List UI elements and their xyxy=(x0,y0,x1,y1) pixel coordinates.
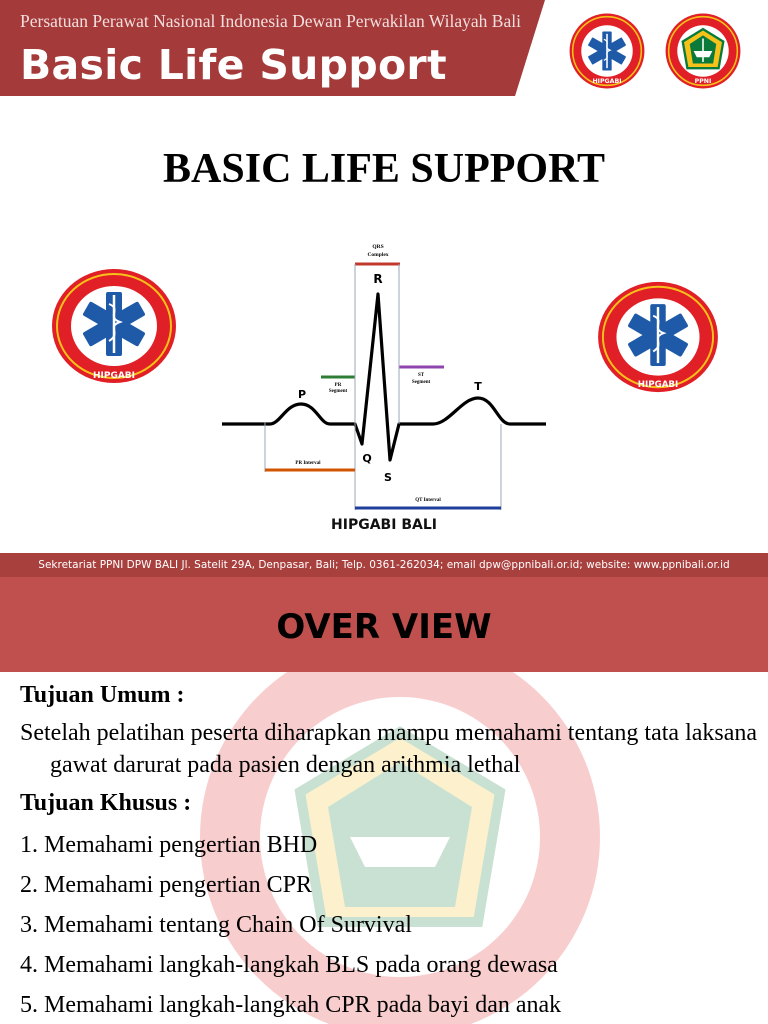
list-item: 2. Memahami pengertian CPR xyxy=(20,872,312,898)
list-item: 3. Memahami tentang Chain Of Survival xyxy=(20,912,412,938)
hipgabi-logo-right-text: HIPGABI xyxy=(637,380,679,391)
tujuan-umum-text: Setelah pelatihan peserta diharapkan mampu memahami tentang tata laksana gawat darurat pada pasien dengan arithmia lethal xyxy=(20,720,758,778)
list-item: 5. Memahami langkah-langkah CPR pada bayi dan anak xyxy=(20,992,562,1018)
ecg-waveform xyxy=(222,294,546,460)
ecg-label-st-segment: Segment xyxy=(411,380,431,385)
ecg-label-q: Q xyxy=(362,452,372,465)
slide-2 xyxy=(0,577,768,1024)
ecg-label-pr: PR xyxy=(334,383,342,388)
hipgabi-logo-small-text: HIPGABI xyxy=(592,77,622,85)
ecg-label-pr-interval: PR Interval xyxy=(295,461,321,466)
hipgabi-logo-right xyxy=(594,280,722,394)
hipgabi-logo-left xyxy=(50,267,178,385)
tujuan-khusus-heading: Tujuan Khusus : xyxy=(20,790,192,816)
ecg-label-qt-interval: QT Interval xyxy=(415,498,441,503)
ecg-label-st: ST xyxy=(417,373,425,378)
ecg-label-qrs: QRS xyxy=(372,244,384,250)
ppni-logo xyxy=(664,12,742,90)
ppni-logo-text: PPNI xyxy=(694,77,712,85)
ecg-label-t: T xyxy=(474,380,482,393)
overview-title: OVER VIEW xyxy=(0,577,768,672)
organization-name: Persatuan Perawat Nasional Indonesia Dewan Perwakilan Wilayah Bali xyxy=(20,11,521,31)
ecg-caption: HIPGABI BALI xyxy=(331,517,437,533)
ecg-label-r: R xyxy=(373,272,383,286)
ecg-label-pr-segment: Segment xyxy=(328,389,348,394)
tujuan-umum-heading: Tujuan Umum : xyxy=(20,682,185,708)
hipgabi-logo-left-text: HIPGABI xyxy=(92,371,136,381)
ecg-label-s: S xyxy=(384,471,392,484)
overview-content xyxy=(20,677,760,1024)
tujuan-khusus-list xyxy=(20,825,760,1024)
footer-contact: Sekretariat PPNI DPW BALI Jl. Satelit 29A, Denpasar, Bali; Telp. 0361-262034; email dpw@ppnibali.or.id; website: www.ppnibali.or.id xyxy=(0,553,768,577)
list-item: 4. Memahami langkah-langkah BLS pada orang dewasa xyxy=(20,952,558,978)
slide-title: BASIC LIFE SUPPORT xyxy=(163,146,605,192)
ecg-label-complex: Complex xyxy=(367,252,389,258)
list-item: 1. Memahami pengertian BHD xyxy=(20,832,318,858)
ecg-diagram xyxy=(218,238,550,538)
ecg-label-p: P xyxy=(297,388,307,401)
banner-title: Basic Life Support xyxy=(20,41,447,89)
hipgabi-logo-small xyxy=(568,12,646,90)
